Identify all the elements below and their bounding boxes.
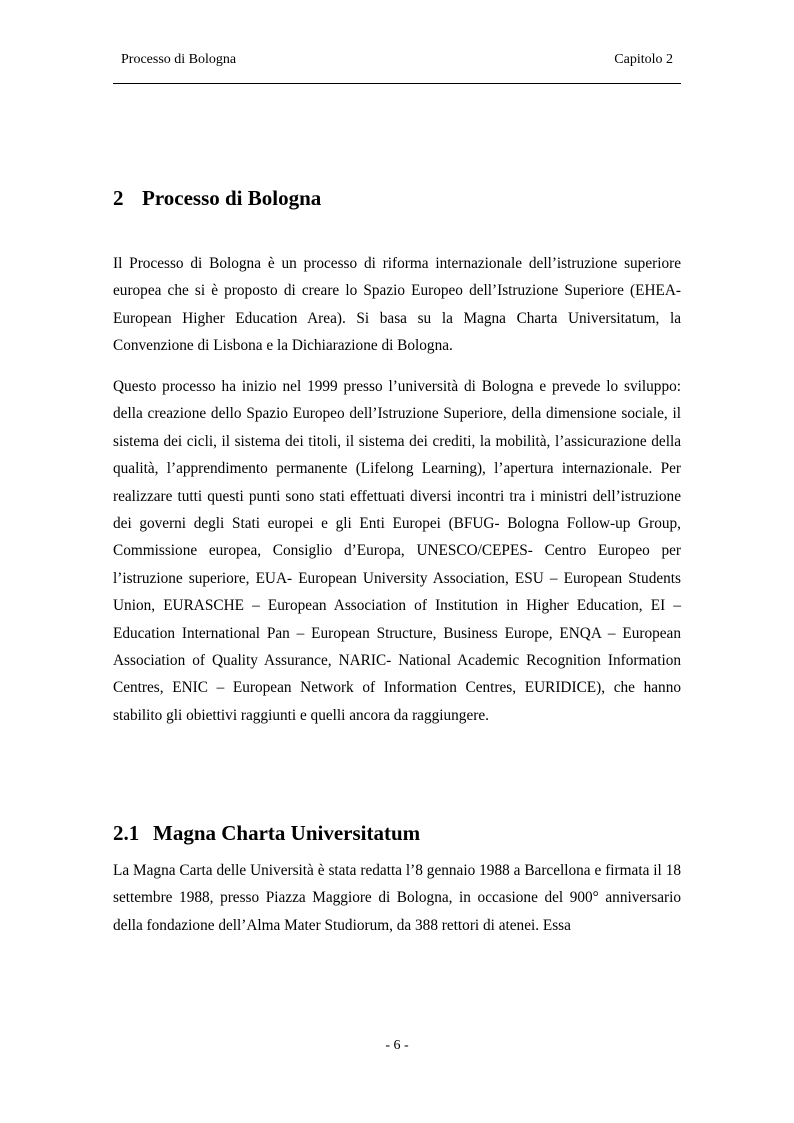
section-heading — [113, 186, 321, 211]
subsection-number: 2.1 — [113, 821, 140, 845]
section-title: Processo di Bologna — [142, 186, 322, 210]
body-paragraph-intro: Il Processo di Bologna è un processo di riforma internazionale dell’istruzione superiore europea che si è proposto di creare lo Spazio Europeo dell’Istruzione Superiore (EHEA- European Higher Education Area). Si basa su la Magna Charta Universitatum, la Convenzione di Lisbona e la Dichiarazione di Bologna. — [113, 255, 681, 355]
page-number: - 6 - — [385, 1038, 409, 1053]
running-header — [113, 52, 681, 84]
subsection-title: Magna Charta Universitatum — [153, 821, 421, 845]
section-number: 2 — [113, 186, 124, 210]
header-chapter-label: Capitolo 2 — [614, 52, 673, 67]
header-document-title: Processo di Bologna — [121, 52, 237, 67]
subsection-heading — [113, 821, 420, 846]
body-paragraph-magna-charta: La Magna Carta delle Università è stata redatta l’8 gennaio 1988 a Barcellona e firmata il 18 settembre 1988, presso Piazza Maggiore di Bologna, in occasione del 900° anniversario della fondazione dell’Alma Mater Studiorum, da 388 rettori di atenei. Essa — [113, 862, 681, 934]
body-paragraph-history: Questo processo ha inizio nel 1999 presso l’università di Bologna e prevede lo sviluppo: della creazione dello Spazio Europeo dell’Istruzione Superiore, della dimensione sociale, il sistema dei cicli, il sistema dei titoli, il sistema dei crediti, la mobilità, l’assicurazione della qualità, l’apprendimento permanente (Lifelong Learning), l’apertura internazionale. Per realizzare tutti questi punti sono stati effettuati diversi incontri tra i ministri dell’istruzione dei governi degli Stati europei e gli Enti Europei (BFUG- Bologna Follow-up Group, Commissione europea, Consiglio d’Europa, UNESCO/CEPES- Centro Europeo per l’istruzione superiore, EUA- European University Association, ESU – European Students Union, EURASCHE – European Association of Institution in Higher Education, EI – Education International Pan – European Structure, Business Europe, ENQA – European Association of Quality Assurance, NARIC- National Academic Recognition Information Centres, ENIC – European Network of Information Centres, EURIDICE), che hanno stabilito gli obiettivi raggiunti e quelli ancora da raggiungere. — [113, 378, 681, 724]
